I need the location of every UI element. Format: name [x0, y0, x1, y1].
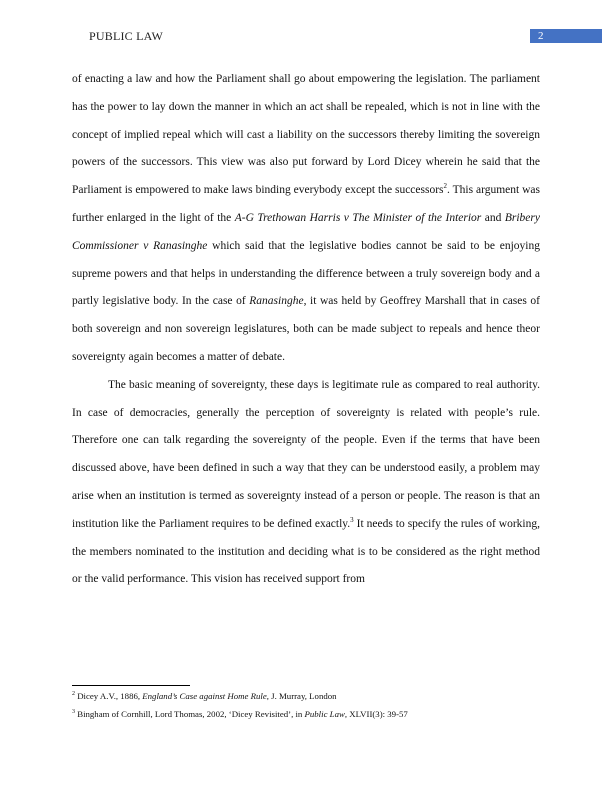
footnote-text: , J. Murray, London: [266, 691, 337, 701]
paragraph-2: [72, 372, 540, 594]
p1-text-3: and: [481, 211, 505, 224]
case-name-short: Ranasinghe: [249, 295, 304, 308]
body-text: [72, 66, 540, 594]
footnote-ref-3: 3: [350, 515, 354, 524]
case-name-ranasinghe: Bribery Commissioner v Ranasinghe: [72, 211, 540, 252]
page-number-box: [530, 29, 602, 43]
footnote-2: [72, 690, 540, 703]
footnote-text: Dicey A.V., 1886,: [75, 691, 143, 701]
running-head: PUBLIC LAW: [89, 29, 164, 43]
footnote-text: Bingham of Cornhill, Lord Thomas, 2002, ‘Dicey Revisited’, in: [75, 708, 305, 719]
case-name-trethowan: A-G Trethowan Harris v The Minister of the Interior: [234, 211, 482, 224]
p2-text-2: It needs to specify the rules of working, the members nominated to the institution and deciding what is to be considered as the right method or the valid performance. This vision has received support from: [72, 517, 540, 586]
footnote-title: England’s Case against Home Rule: [142, 691, 267, 701]
footnote-number: 3: [72, 708, 75, 715]
footnote-ref-2: 2: [443, 182, 448, 191]
p1-text-2: . This argument was further enlarged in the light of the: [72, 184, 541, 224]
paragraph-1: [72, 66, 540, 372]
p2-text-1: The basic meaning of sovereignty, these days is legitimate rule as compared to real authority. In case of democracies, generally the perception of sovereignty is related with people’s rule. Therefore one can talk regarding the sovereignty of the people. Even if the terms that have been discussed above, have been defined in such a way that they can be understood easily, a problem may arise when an institution is termed as sovereignty instead of a person or people. The reason is that an institution like the Parliament requires to be defined exactly.: [72, 378, 540, 530]
page-number: 2: [538, 30, 544, 42]
p1-text-4: which said that the legislative bodies cannot be said to be enjoying supreme powers and that helps in understanding the difference between a truly sovereign body and a partly legislative body. In the case of: [72, 239, 540, 308]
p1-text-1: of enacting a law and how the Parliament shall go about empowering the legislation. The parliament has the power to lay down the manner in which an act shall be repealed, which is not in line with the concept of implied repeal which will cast a liability on the successors thereby limiting the sovereign powers of the successors. This view was also put forward by Lord Dicey wherein he said that the Parliament is empowered to make laws binding everybody except the successors: [72, 73, 540, 197]
footnote-separator: [72, 685, 190, 686]
footnote-number: 2: [72, 691, 75, 698]
footnote-3: [72, 708, 540, 721]
footnote-title: Public Law: [304, 708, 345, 719]
footnote-text: , XLVII(3): 39-57: [344, 708, 408, 719]
footnotes: [72, 690, 540, 725]
p1-text-5: , it was held by Geoffrey Marshall that in cases of both sovereign and non sovereign legislatures, both can be made subject to repeals and hence theor sovereignty again becomes a matter of debate.: [72, 295, 541, 363]
